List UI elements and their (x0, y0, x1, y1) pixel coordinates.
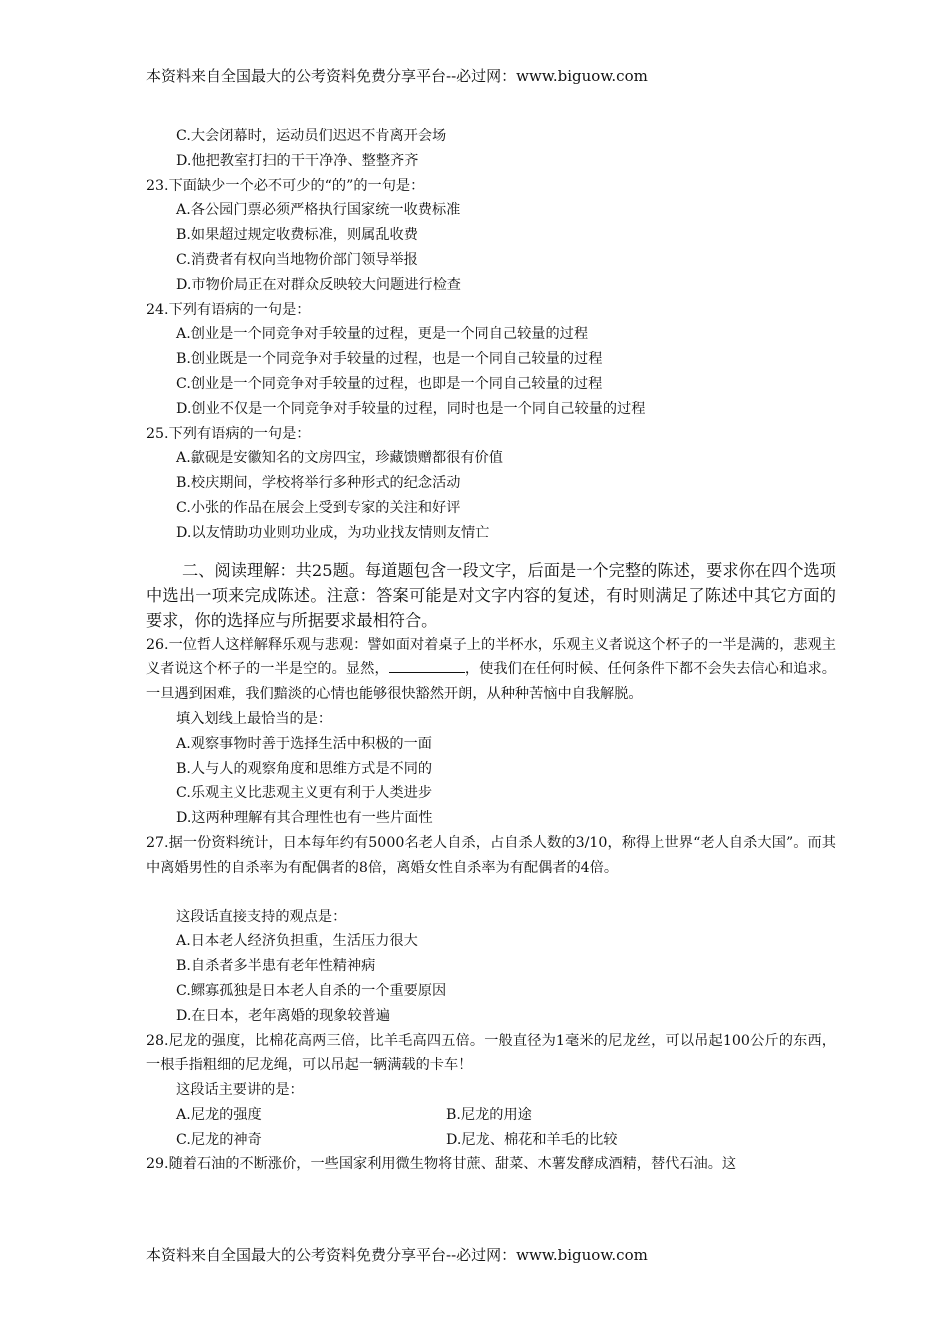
option-c: C.大会闭幕时，运动员们迟迟不肯离开会场 (176, 128, 447, 144)
option-d: D.他把教室打扫的干干净净、整整齐齐 (176, 152, 419, 169)
question-stem: 25.下列有语病的一句是： (146, 425, 311, 442)
option-a: A.日本老人经济负担重，生活压力很大 (176, 933, 418, 950)
page-header: 本资料来自全国最大的公考资料免费分享平台--必过网：www.biguow.com (146, 67, 648, 85)
option-a: A.尼龙的强度 (176, 1106, 262, 1123)
option-b: B.如果超过规定收费标准，则属乱收费 (176, 227, 418, 244)
question-28 (146, 1029, 836, 1153)
question-stem: 29.随着石油的不断涨价，一些国家利用微生物将甘蔗、甜菜、木薯发酵成酒精，替代石油。这 (146, 1156, 737, 1173)
question-29 (146, 1152, 836, 1177)
options-row (146, 1128, 836, 1153)
option-c: C.鳏寡孤独是日本老人自杀的一个重要原因 (176, 982, 447, 999)
option-c: C.小张的作品在展会上受到专家的关注和好评 (176, 499, 461, 516)
question-prompt: 填入划线上最恰当的是： (176, 710, 333, 727)
question-25 (146, 422, 836, 546)
question-stem: 27.据一份资料统计，日本每年约有5000名老人自杀，占自杀人数的3/10，称得上世界“老人自杀大国”。而其中离婚男性的自杀率为有配偶者的8倍，离婚女性自杀率为有配偶者的4倍。 (146, 834, 836, 876)
option-a: A.歙砚是安徽知名的文房四宝，珍藏馈赠都很有价值 (176, 450, 503, 467)
spacer (146, 881, 836, 905)
option-a: A.观察事物时善于选择生活中积极的一面 (176, 735, 432, 752)
question-stem: 28.尼龙的强度，比棉花高两三倍，比羊毛高四五倍。一般直径为1毫米的尼龙丝，可以吊起100公斤的东西，一根手指粗细的尼龙绳，可以吊起一辆满载的卡车！ (146, 1032, 836, 1074)
question-24 (146, 298, 836, 422)
question-22-tail (146, 124, 836, 174)
question-23 (146, 174, 836, 298)
option-b: B.创业既是一个同竞争对手较量的过程，也是一个同自己较量的过程 (176, 351, 603, 368)
stem-before-blank: 26.一位哲人这样解释乐观与悲观：譬如面对着桌子上的半杯水，乐观主义者说这个杯子的一半是满的，悲观主义者说这个杯子的一半是空的。显然， (146, 636, 836, 678)
option-d: D.市物价局正在对群众反映较大问题进行检查 (176, 276, 461, 293)
option-c: C.乐观主义比悲观主义更有利于人类进步 (176, 785, 433, 802)
document-body (146, 124, 836, 1177)
option-c: C.创业是一个同竞争对手较量的过程，也即是一个同自己较量的过程 (176, 375, 603, 392)
option-d: D.在日本，老年离婚的现象较普遍 (176, 1007, 391, 1024)
options-row (146, 1103, 836, 1128)
question-27 (146, 831, 836, 1029)
option-b: B.人与人的观察角度和思维方式是不同的 (176, 760, 433, 777)
option-a: A.各公园门票必须严格执行国家统一收费标准 (176, 202, 461, 219)
question-stem: 24.下列有语病的一句是： (146, 301, 311, 318)
option-a: A.创业是一个同竞争对手较量的过程，更是一个同自己较量的过程 (176, 326, 589, 343)
page-footer: 本资料来自全国最大的公考资料免费分享平台--必过网：www.biguow.com (146, 1246, 648, 1264)
question-prompt: 这段话直接支持的观点是： (176, 908, 347, 925)
option-d: D.这两种理解有其合理性也有一些片面性 (176, 810, 433, 827)
option-b: B.自杀者多半患有老年性精神病 (176, 958, 376, 975)
fill-blank (389, 658, 465, 673)
option-b: B.尼龙的用途 (446, 1106, 532, 1123)
question-26 (146, 633, 836, 831)
question-prompt: 这段话主要讲的是： (176, 1082, 304, 1099)
option-d: D.以友情助功业则功业成，为功业找友情则友情亡 (176, 524, 490, 541)
option-d: D.创业不仅是一个同竞争对手较量的过程，同时也是一个同自己较量的过程 (176, 400, 646, 417)
stem-after-blank: ，使我们在任何时候、任何条件下都不会失去信心和追求。一旦遇到困难，我们黯淡的心情也能够很快豁然开朗，从种种苦恼中自我解脱。 (146, 661, 836, 703)
section-heading-reading: 二、阅读理解：共25题。每道题包含一段文字，后面是一个完整的陈述，要求你在四个选项中选出一项来完成陈述。注意：答案可能是对文字内容的复述，有时则满足了陈述中其它方面的要求，你的选择应与所据要求最相符合。 (146, 560, 836, 630)
option-b: B.校庆期间，学校将举行多种形式的纪念活动 (176, 475, 461, 492)
option-d: D.尼龙、棉花和羊毛的比较 (446, 1131, 618, 1148)
question-stem: 23.下面缺少一个必不可少的“的”的一句是： (146, 177, 425, 194)
option-c: C.尼龙的神奇 (176, 1131, 262, 1148)
question-stem (146, 633, 836, 707)
option-c: C.消费者有权向当地物价部门领导举报 (176, 251, 418, 268)
